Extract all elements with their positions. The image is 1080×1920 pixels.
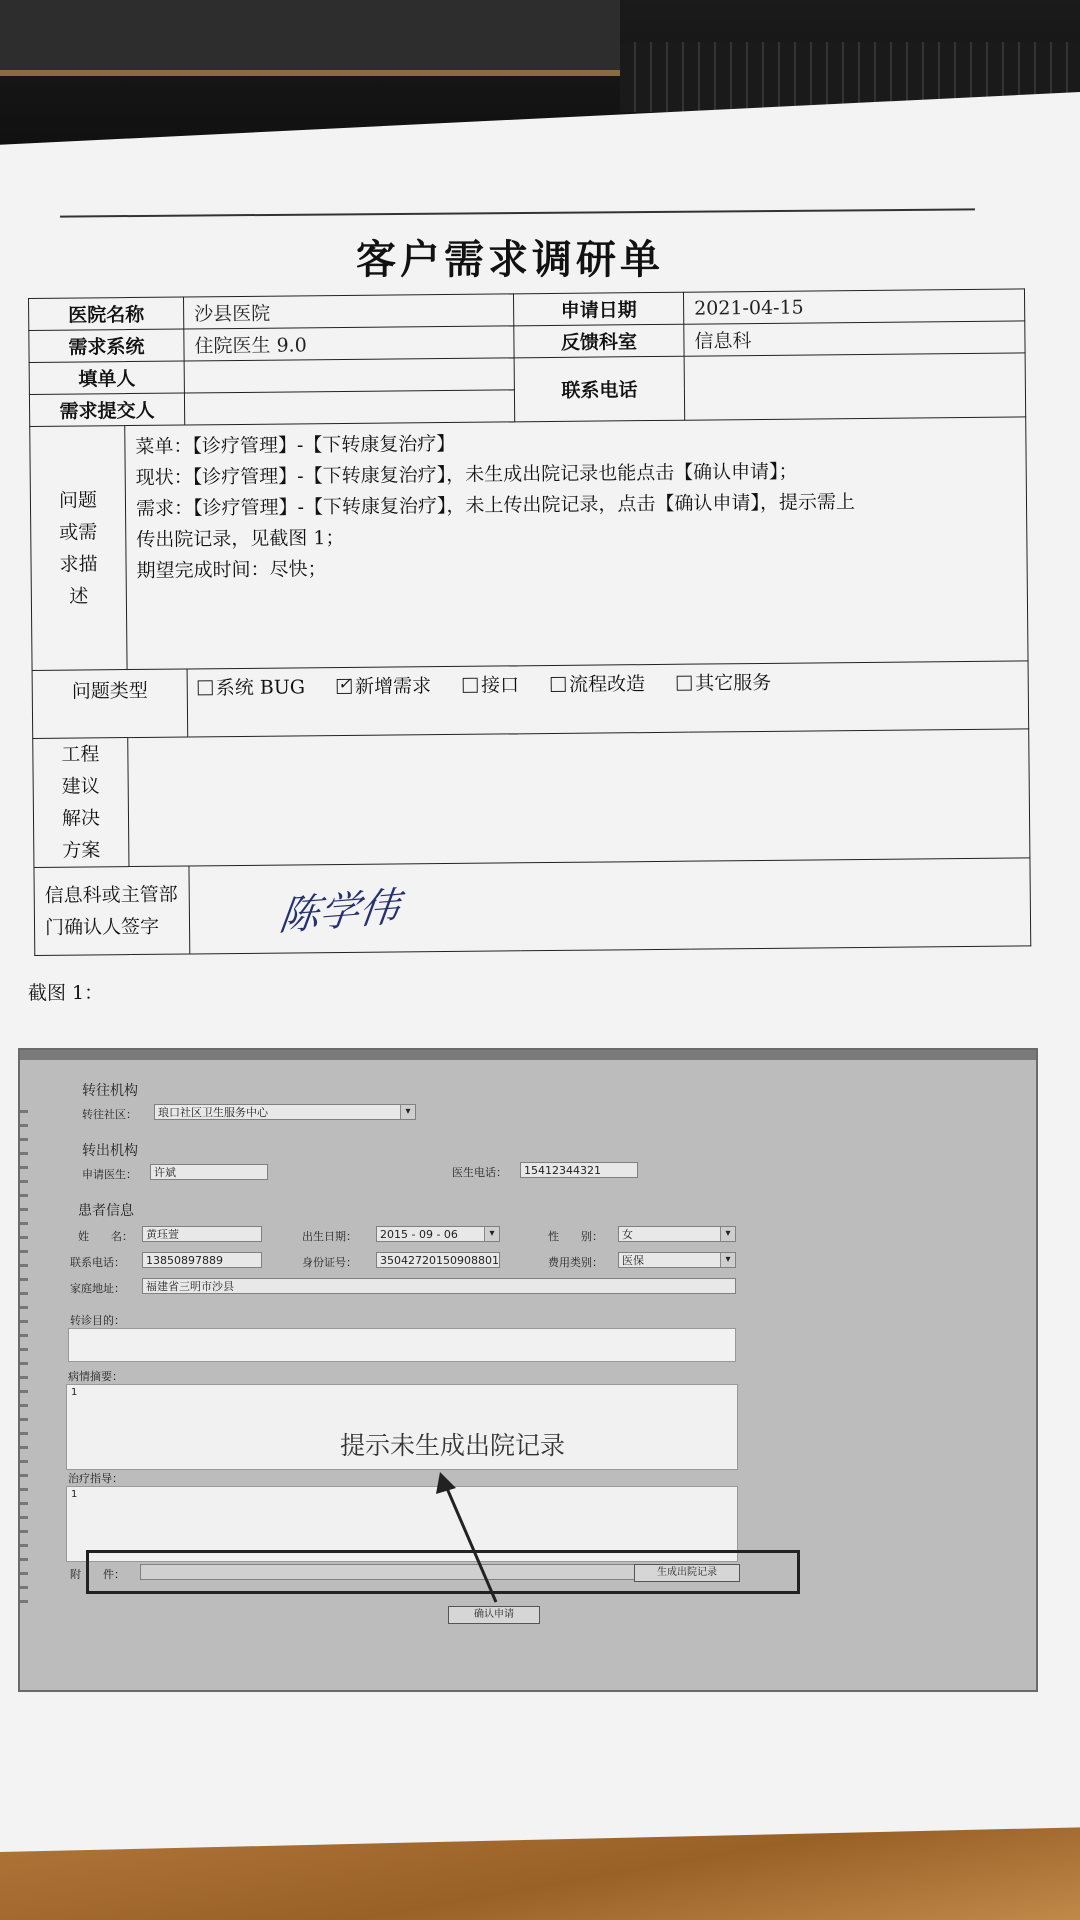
row-solution	[33, 729, 1030, 868]
phone-value	[684, 353, 1026, 420]
summary-label: 病情摘要：	[68, 1370, 123, 1383]
doctor-label: 申请医生：	[82, 1168, 137, 1181]
type-option-other	[677, 672, 771, 695]
type-label: 问题类型	[32, 669, 188, 738]
arrow-shaft	[446, 1486, 496, 1602]
community-label: 转往社区：	[82, 1108, 137, 1121]
contact-label: 联系电话：	[70, 1256, 125, 1269]
phone-label: 联系电话	[514, 356, 685, 422]
doctor-phone-field[interactable]: 15412344321	[520, 1162, 638, 1178]
community-select[interactable]: 琅口社区卫生服务中心 ▾	[154, 1104, 416, 1120]
monitor-edge	[0, 0, 620, 76]
dept-value: 信息科	[684, 321, 1025, 356]
annotation-arrow	[20, 1050, 1036, 1690]
contact-field[interactable]: 13850897889	[142, 1252, 262, 1268]
to-org-title: 转往机构	[82, 1083, 138, 1099]
id-label: 身份证号：	[302, 1256, 357, 1269]
patient-title: 患者信息	[78, 1203, 134, 1219]
type-option-interface	[463, 674, 519, 697]
filler-value	[184, 358, 514, 393]
signature-cell	[189, 858, 1031, 954]
attachment-label: 附 件：	[70, 1568, 125, 1581]
requirement-form	[28, 288, 1030, 968]
doctor-field[interactable]: 许斌	[150, 1164, 268, 1180]
birth-label: 出生日期：	[302, 1230, 357, 1243]
description-label: 问题或需求描述	[30, 426, 127, 671]
from-org-title: 转出机构	[82, 1143, 138, 1159]
solution-value	[128, 729, 1030, 867]
sign-label: 信息科或主管部门确认人签字	[34, 866, 190, 955]
type-label-bug: 系统 BUG	[215, 676, 306, 700]
gender-select[interactable]: 女 ▾	[618, 1226, 736, 1242]
guidance-textarea[interactable]: 1	[66, 1486, 738, 1562]
submitter-label: 需求提交人	[29, 393, 184, 426]
address-field[interactable]: 福建省三明市沙县	[142, 1278, 736, 1294]
guidance-label: 治疗指导：	[68, 1472, 123, 1485]
description-line: 现状：【诊疗管理】-【下转康复治疗】，未生成出院记录也能点击【确认申请】；	[135, 460, 798, 489]
solution-label: 工程建议解决方案	[33, 738, 129, 868]
type-label-interface: 接口	[480, 674, 520, 697]
embedded-screenshot	[18, 1048, 1038, 1692]
name-label: 姓 名：	[78, 1230, 133, 1243]
dept-label: 反馈科室	[514, 324, 684, 358]
annotation-hint: 提示未生成出院记录	[340, 1431, 566, 1460]
form-table	[28, 288, 1031, 956]
handwritten-signature: 陈学伟	[276, 884, 403, 941]
generate-discharge-record-button[interactable]: 生成出院记录	[634, 1564, 740, 1582]
type-label-other: 其它服务	[695, 671, 772, 695]
gender-label: 性 别：	[548, 1230, 603, 1243]
checkbox-icon	[677, 676, 692, 691]
row-types	[32, 661, 1029, 739]
description-line: 菜单：【诊疗管理】-【下转康复治疗】	[135, 432, 456, 458]
description-line: 传出院记录，见截图 1；	[136, 526, 345, 551]
type-label-new: 新增需求	[354, 675, 432, 698]
screenshot-caption: 截图 1：	[28, 982, 104, 1004]
type-option-new-requirement	[337, 675, 431, 698]
system-label: 需求系统	[29, 329, 184, 362]
description-line: 期望完成时间：尽快；	[136, 558, 327, 582]
description-content	[125, 417, 1028, 670]
type-option-bug	[198, 676, 305, 699]
hospital-name-value: 沙县医院	[184, 294, 514, 329]
form-title: 客户需求调研单	[356, 236, 664, 283]
doctor-phone-label: 医生电话：	[452, 1166, 507, 1179]
fee-select[interactable]: 医保 ▾	[618, 1252, 736, 1268]
checkbox-icon	[198, 680, 213, 695]
submitter-value	[184, 390, 514, 425]
fee-label: 费用类别：	[548, 1256, 603, 1269]
type-options	[187, 661, 1029, 737]
hospital-name-label: 医院名称	[29, 297, 184, 330]
checkbox-icon	[463, 678, 478, 693]
apply-date-value: 2021-04-15	[683, 289, 1024, 324]
apply-date-label: 申请日期	[513, 292, 683, 326]
filler-label: 填单人	[29, 361, 184, 394]
birth-field[interactable]: 2015 - 09 - 06 ▾	[376, 1226, 500, 1242]
description-line: 需求：【诊疗管理】-【下转康复治疗】，未上传出院记录，点击【确认申请】，提示需上	[135, 491, 856, 520]
address-label: 家庭地址：	[70, 1282, 125, 1295]
summary-textarea[interactable]: 1	[66, 1384, 738, 1470]
purpose-label: 转诊目的：	[70, 1314, 125, 1327]
type-option-process	[551, 673, 645, 696]
row-description	[30, 417, 1028, 671]
row-signature	[34, 858, 1031, 956]
checkbox-icon	[551, 677, 566, 692]
id-field[interactable]: 35042720150908801	[376, 1252, 500, 1268]
confirm-apply-button[interactable]: 确认申请	[448, 1606, 540, 1624]
checkbox-checked-icon	[337, 679, 352, 694]
name-field[interactable]: 黄珏萱	[142, 1226, 262, 1242]
type-label-process: 流程改造	[569, 673, 646, 696]
system-value: 住院医生 9.0	[184, 326, 514, 361]
arrow-head-icon	[436, 1472, 456, 1494]
